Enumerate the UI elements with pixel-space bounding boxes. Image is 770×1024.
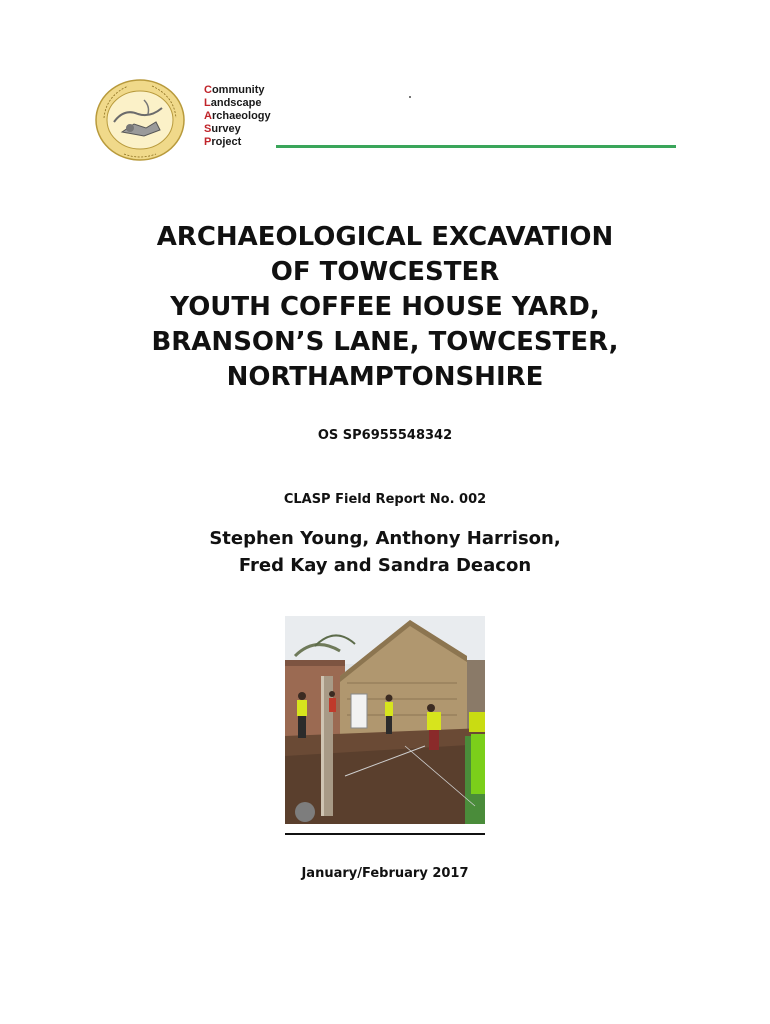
title-line: OF TOWCESTER bbox=[270, 257, 500, 287]
acronym-rest: andscape bbox=[210, 97, 262, 109]
acronym-rest: urvey bbox=[211, 123, 241, 135]
header-divider bbox=[276, 145, 676, 148]
acronym-initial: L bbox=[204, 97, 211, 109]
acronym-row bbox=[204, 84, 271, 97]
report-date: January/February 2017 bbox=[301, 866, 469, 881]
authors-line: Fred Kay and Sandra Deacon bbox=[238, 555, 532, 576]
report-number: CLASP Field Report No. 002 bbox=[283, 492, 487, 507]
title-line: YOUTH COFFEE HOUSE YARD, bbox=[170, 292, 600, 322]
report-title bbox=[40, 220, 730, 395]
clasp-acronym bbox=[204, 84, 271, 149]
title-line: BRANSON’S LANE, TOWCESTER, bbox=[151, 327, 619, 357]
acronym-row bbox=[204, 110, 271, 123]
acronym-rest: roject bbox=[211, 136, 242, 148]
acronym-initial: A bbox=[204, 110, 212, 122]
acronym-row bbox=[204, 136, 271, 149]
acronym-row bbox=[204, 123, 271, 136]
clasp-seal-icon bbox=[94, 78, 186, 162]
acronym-rest: ommunity bbox=[211, 84, 265, 96]
acronym-initial: C bbox=[204, 84, 212, 96]
authors-line: Stephen Young, Anthony Harrison, bbox=[209, 528, 561, 549]
acronym-rest: rchaeology bbox=[211, 110, 271, 122]
acronym-initial: S bbox=[204, 123, 212, 135]
photo-divider bbox=[285, 833, 485, 835]
acronym-row bbox=[204, 97, 271, 110]
title-line: ARCHAEOLOGICAL EXCAVATION bbox=[156, 222, 614, 252]
os-grid-reference: OS SP6955548342 bbox=[317, 428, 453, 443]
authors bbox=[0, 525, 770, 579]
stray-mark bbox=[409, 96, 411, 98]
excavation-site-photo bbox=[285, 616, 485, 824]
acronym-initial: P bbox=[204, 136, 212, 148]
title-line: NORTHAMPTONSHIRE bbox=[226, 362, 544, 392]
